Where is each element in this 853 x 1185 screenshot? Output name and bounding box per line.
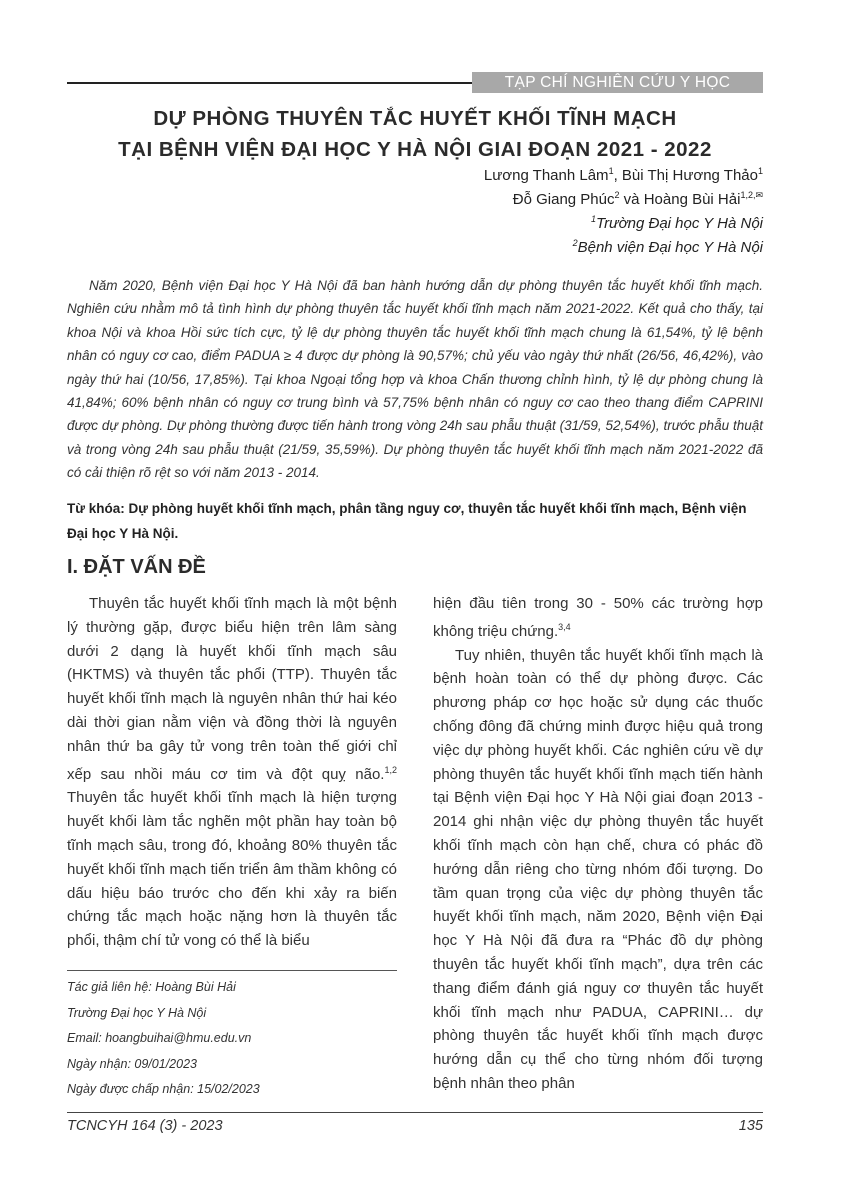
journal-header: TẠP CHÍ NGHIÊN CỨU Y HỌC [472,72,763,93]
author-4: Hoàng Bùi Hải [643,191,741,208]
mail-icon: 1,2,✉ [740,190,763,200]
authors-line-2: Đỗ Giang Phúc$^2$ và Hoàng Bùi Hải$^{1,2,✉}$ [512,190,763,208]
author-2: Bùi Thị Hương Thảo [621,167,758,184]
footnote-rule [67,970,397,971]
footnote-institution: Trường Đại học Y Hà Nội [67,1005,207,1020]
right-column [433,592,763,1096]
footnote-received: Ngày nhận: 09/01/2023 [67,1056,197,1071]
right-paragraph-1: Tuy nhiên, thuyên tắc huyết khối tĩnh mạch là bệnh hoàn toàn có thể dự phòng được. Các phương pháp cơ học hoặc sử dụng các thuốc chống đông đã chứng minh được hiệu quả trong việc dự phòng huyết khối. Các nghiên cứu về dự phòng thuyên tắc huyết khối tĩnh mạch tiến hành tại Bệnh viện Đại học Y Hà Nội giai đoạn 2013 - 2014 ghi nhận việc dự phòng thuyên tắc huyết khối tĩnh mạch còn hạn chế, chưa có phác đồ hướng dẫn riêng cho từng nhóm đối tượng. Do tầm quan trọng của việc dự phòng thuyên tắc huyết khối tĩnh mạch, năm 2020, Bệnh viện Đại học Y Hà Nội đã đưa ra “Phác đồ dự phòng thuyên tắc huyết khối tĩnh mạch”, dựa trên các thang điểm đánh giá nguy cơ thuyên tắc huyết khối tĩnh mạch như PADUA, CAPRINI… dự phòng thuyên tắc huyết khối tĩnh mạch được hướng dẫn cụ thể cho từng nhóm đối tượng bệnh nhân theo phân [433,646,763,1092]
footnote-contact: Tác giả liên hệ: Hoàng Bùi Hải [67,980,236,994]
abstract: Năm 2020, Bệnh viện Đại học Y Hà Nội đã ban hành hướng dẫn dự phòng thuyên tắc huyết khối tĩnh mạch. Nghiên cứu nhằm mô tả tình hình dự phòng thuyên tắc huyết khối tĩnh mạch năm 2021-2022. Kết quả cho thấy, tại khoa Nội và khoa Hồi sức tích cực, tỷ lệ dự phòng thuyên tắc huyết khối tĩnh mạch chung là 61,54%, tỷ lệ bệnh nhân có nguy cơ cao, điểm PADUA ≥ 4 được dự phòng là 90,57%; chủ yếu vào ngày thứ nhất (26/56, 46,42%), vào ngày thứ hai (10/56, 17,85%). Tại khoa Ngoại tổng hợp và khoa Chấn thương chỉnh hình, tỷ lệ dự phòng chung là 41,84%; 60% bệnh nhân có nguy cơ trung bình và 57,75% bệnh nhân có nguy cơ cao theo thang điểm CAPRINI được dự phòng. Dự phòng thường được tiến hành trong vòng 24h sau phẫu thuật (31/59, 52,54%), trước phẫu thuật và trong vòng 24h sau phẫu thuật (21/59, 35,59%). Dự phòng thuyên tắc huyết khối tĩnh mạch năm 2021-2022 đã có cải thiện rõ rệt so với năm 2013 - 2014. [67,278,763,481]
citation-ref: 3,4 [558,621,571,632]
section-title: I. ĐẶT VẤN ĐỀ [67,556,206,578]
citation-ref: 1,2 [384,764,397,775]
keywords: Từ khóa: Dự phòng huyết khối tĩnh mạch, phân tầng nguy cơ, thuyên tắc huyết khối tĩnh mạch, Bệnh viện Đại học Y Hà Nội. [67,501,747,541]
footnote-accepted: Ngày được chấp nhận: 15/02/2023 [67,1082,260,1096]
footnote-email: Email: hoangbuihai@hmu.edu.vn [67,1031,252,1045]
page-number: 135 [738,1118,763,1134]
author-1: Lương Thanh Lâm [483,167,609,184]
left-paragraph-1: Thuyên tắc huyết khối tĩnh mạch là một bệnh lý thường gặp, được biểu hiện trên lâm sàng dưới 2 dạng là huyết khối tĩnh mạch sâu (HKTMS) và thuyên tắc phổi (TTP). Thuyên tắc huyết khối tĩnh mạch là nguyên nhân thứ hai kéo dài thời gian nằm viện và đồng thời là nguyên nhân thứ ba gây tử vong trên toàn thế giới chỉ xếp sau nhồi máu cơ tim và đột quỵ não. [67,595,397,783]
left-paragraph-1-cont: Thuyên tắc huyết khối tĩnh mạch là hiện tượng huyết khối làm tắc nghẽn một phần hay toàn bộ tĩnh mạch sâu, trong đó, khoảng 80% thuyên tắc huyết khối tĩnh mạch tiến triển âm thầm không có dấu hiệu báo trước cho đến khi xảy ra biến chứng tắc mạch hoặc nặng hơn là thuyên tắc phổi, thậm chí tử vong có thể là biểu [67,789,397,950]
authors-line-1: Lương Thanh Lâm$^1$, Bùi Thị Hương Thảo$^1$ [483,166,763,184]
affiliation-1: $^1$Trường Đại học Y Hà Nội [591,214,763,232]
title-line-2: TẠI BỆNH VIỆN ĐẠI HỌC Y HÀ NỘI GIAI ĐOẠN 2021 - 2022 [118,138,712,161]
footer-citation: TCNCYH 164 (3) - 2023 [67,1118,223,1134]
footnote [67,975,397,1103]
affiliation-2: $^2$Bệnh viện Đại học Y Hà Nội [572,238,763,256]
header-rule [67,82,472,84]
footer-rule [67,1112,763,1113]
left-column [67,592,397,953]
title-line-1: DỰ PHÒNG THUYÊN TẮC HUYẾT KHỐI TĨNH MẠCH [153,107,677,130]
right-paragraph-0: hiện đầu tiên trong 30 - 50% các trường hợp không triệu chứng. [433,595,763,640]
author-3: Đỗ Giang Phúc [512,191,615,208]
